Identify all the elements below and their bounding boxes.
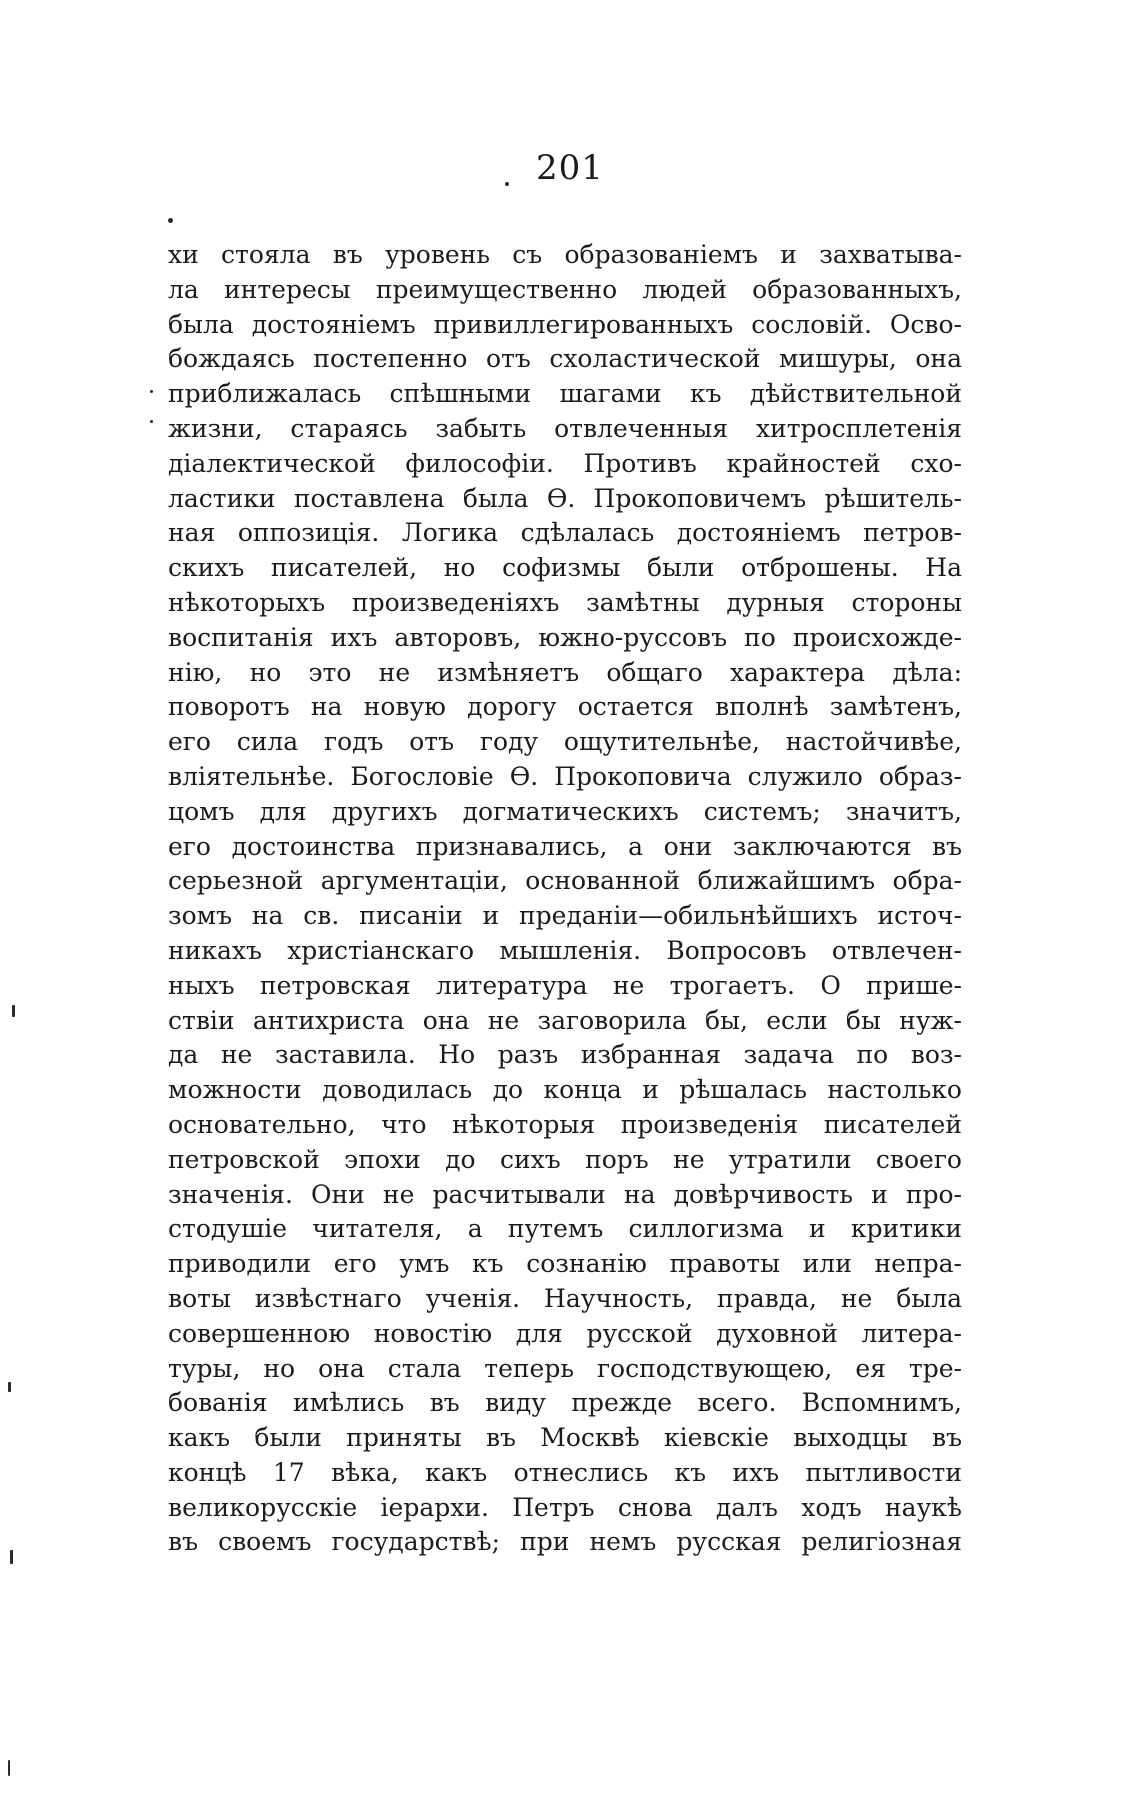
text-line: воспитанія ихъ авторовъ, южно-руссовъ по происхожде- [168, 622, 962, 652]
text-line: приближалась спѣшными шагами къ дѣйствительной [168, 379, 962, 409]
text-line: зомъ на св. писаніи и преданіи—обильнѣйшихъ источ- [168, 901, 962, 931]
text-line: цомъ для другихъ догматическихъ системъ; значитъ, [168, 796, 962, 826]
text-line: туры, но она стала теперь господствующею, ея тре- [168, 1353, 962, 1383]
text-line: какъ были приняты въ Москвѣ кіевскіе выходцы въ [168, 1423, 962, 1453]
text-line: поворотъ на новую дорогу остается вполнѣ замѣтенъ, [168, 692, 962, 722]
text-line: была достояніемъ привиллегированныхъ сословій. Осво- [168, 309, 962, 339]
page-number: 201 [536, 148, 604, 188]
text-line: можности доводилась до конца и рѣшалась настолько [168, 1075, 962, 1105]
text-line: ла интересы преимущественно людей образованныхъ, [168, 274, 962, 304]
text-line: да не заставила. Но разъ избранная задача по воз- [168, 1040, 962, 1070]
text-line: основательно, что нѣкоторыя произведенія писателей [168, 1109, 962, 1139]
text-line: діалектической философіи. Противъ крайностей схо- [168, 448, 962, 478]
text-line: совершенною новостію для русской духовной литера- [168, 1318, 962, 1348]
scan-speck [150, 390, 153, 393]
body-text [168, 238, 962, 1560]
scan-speck [8, 1382, 11, 1392]
text-line: скихъ писателей, но софизмы были отброшены. На [168, 553, 962, 583]
text-line: никахъ христіанскаго мышленія. Вопросовъ отвлечен- [168, 935, 962, 965]
text-line: стодушіе читателя, а путемъ силлогизма и критики [168, 1214, 962, 1244]
text-line: ластики поставлена была Ѳ. Прокоповичемъ рѣшитель- [168, 483, 962, 513]
text-line: ствіи антихриста она не заговорила бы, если бы нуж- [168, 1005, 962, 1035]
scan-speck [8, 1760, 10, 1776]
scan-speck [12, 1005, 15, 1017]
text-line: хи стояла въ уровень съ образованіемъ и захватыва- [168, 240, 962, 269]
text-line: великорусскіе іерархи. Петръ снова далъ ходъ наукѣ [168, 1492, 962, 1522]
text-line: серьезной аргументаціи, основанной ближайшимъ обра- [168, 866, 962, 896]
text-line: бованія имѣлись въ виду прежде всего. Вспомнимъ, [168, 1388, 962, 1418]
text-line: ная оппозиція. Логика сдѣлалась достояніемъ петров- [168, 518, 962, 548]
scan-speck [150, 420, 153, 423]
text-line: нѣкоторыхъ произведеніяхъ замѣтны дурныя стороны [168, 587, 962, 617]
scan-speck [168, 218, 173, 223]
scan-speck [10, 1550, 13, 1564]
text-line: петровской эпохи до сихъ поръ не утратили своего [168, 1144, 962, 1174]
scan-speck [505, 182, 509, 186]
text-line: значенія. Они не расчитывали на довѣрчивость и про- [168, 1179, 962, 1209]
text-line: приводили его умъ къ сознанію правоты или непра- [168, 1249, 962, 1279]
text-line: концѣ 17 вѣка, какъ отнеслись къ ихъ пытливости [168, 1457, 962, 1487]
text-line: жизни, стараясь забыть отвлеченныя хитросплетенія [168, 413, 962, 443]
text-line: воты извѣстнаго ученія. Научность, правда, не была [168, 1283, 962, 1313]
text-line: ныхъ петровская литература не трогаетъ. О прише- [168, 970, 962, 1000]
text-line: его достоинства признавались, а они заключаются въ [168, 831, 962, 861]
text-line: въ своемъ государствѣ; при немъ русская религіозная [168, 1527, 962, 1557]
text-line: нію, но это не измѣняетъ общаго характера дѣла: [168, 657, 962, 687]
text-line: бождаясь постепенно отъ схоластической мишуры, она [168, 344, 962, 374]
text-line: его сила годъ отъ году ощутительнѣе, настойчивѣе, [168, 727, 962, 757]
text-line: вліятельнѣе. Богословіе Ѳ. Прокоповича служило образ- [168, 761, 962, 791]
